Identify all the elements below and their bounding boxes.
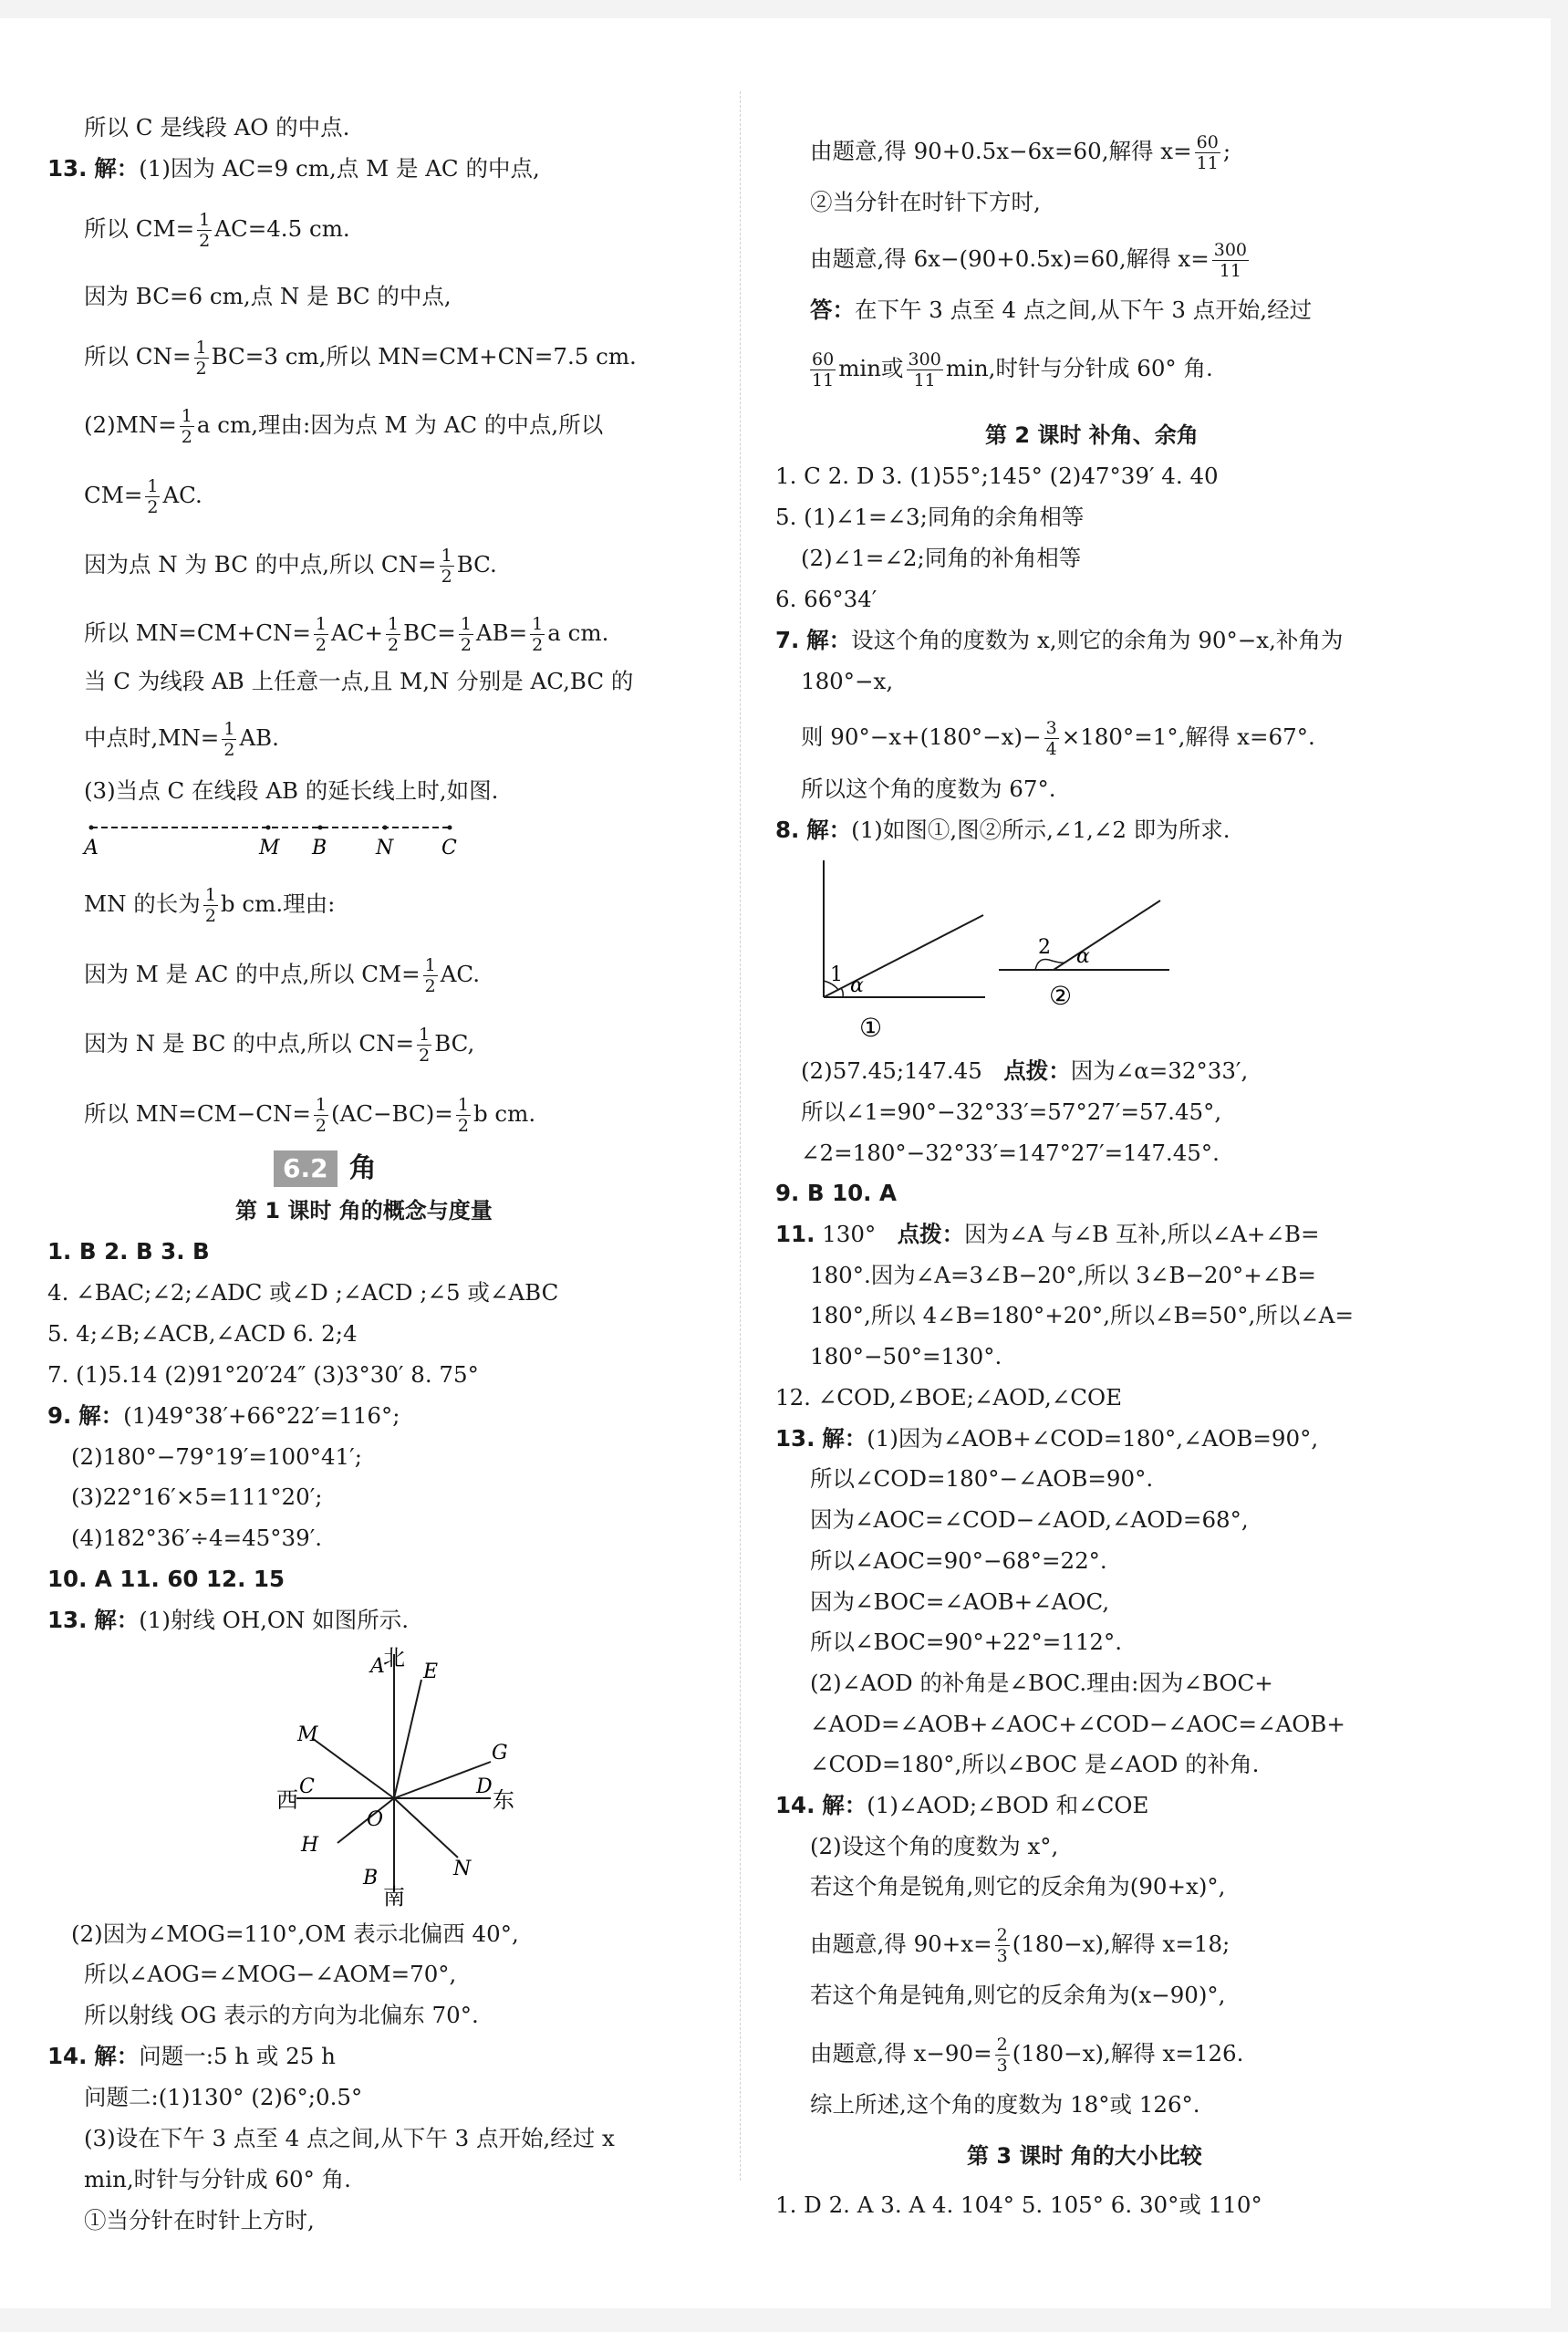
- answer-line: 9. B 10. A: [775, 1180, 897, 1206]
- text-line: [84, 476, 202, 517]
- answer-line: 1. D 2. A 3. A 4. 104° 5. 105° 6. 30°或 110°: [775, 2191, 1262, 2218]
- label-m: M: [259, 837, 280, 858]
- text-span: AC=4.5 cm.: [214, 215, 350, 242]
- text-span: MN 的长为: [84, 890, 201, 917]
- label-e: E: [423, 1661, 439, 1683]
- text-span: (1)射线 OH,ON 如图所示.: [139, 1607, 410, 1633]
- text-span: (1)如图①,图②所示,∠1,∠2 即为所求.: [851, 817, 1231, 843]
- numerator: 1: [460, 614, 472, 634]
- solution-label: 解：: [806, 627, 852, 653]
- text-line: (2)设这个角的度数为 x°,: [810, 1833, 1059, 1859]
- compass-figure: [265, 1638, 547, 1916]
- text-line: ∠COD=180°,所以∠BOC 是∠AOD 的补角.: [810, 1751, 1260, 1777]
- alpha-arc: [841, 988, 843, 997]
- fraction: [314, 1095, 328, 1136]
- angle-1-label: 1: [830, 963, 843, 986]
- text-span: min,时针与分针成 60° 角.: [945, 355, 1213, 381]
- section-heading: [274, 1145, 377, 1187]
- text-line: 若这个角是钝角,则它的反余角为(x−90)°,: [810, 1982, 1226, 2008]
- label-b: B: [312, 837, 327, 858]
- fraction: [194, 338, 209, 379]
- text-span: (1)因为 AC=9 cm,点 M 是 AC 的中点,: [139, 155, 540, 182]
- text-span: 因为 N 是 BC 的中点,所以 CN=: [84, 1030, 415, 1057]
- text-line: 180°−50°=130°.: [810, 1343, 1002, 1369]
- fraction: [180, 406, 194, 447]
- text-span: BC.: [456, 551, 497, 578]
- text-line: [84, 338, 637, 379]
- fraction: [1044, 718, 1059, 759]
- text-line: 所以这个角的度数为 67°.: [801, 776, 1056, 802]
- text-line: 因为 BC=6 cm,点 N 是 BC 的中点,: [84, 283, 452, 309]
- label-east: 东: [493, 1787, 514, 1813]
- denominator: 3: [996, 2056, 1008, 2076]
- text-span: AC.: [162, 482, 202, 508]
- lesson-title-3: 第 3 课时 角的大小比较: [967, 2143, 1202, 2169]
- text-line: [810, 240, 1296, 281]
- question-13: [47, 153, 540, 184]
- numerator: 300: [1213, 240, 1247, 260]
- section-title: 角: [348, 1152, 377, 1184]
- label-h: H: [301, 1834, 319, 1857]
- text-line: ∠AOD=∠AOB+∠AOC+∠COD−∠AOC=∠AOB+: [810, 1711, 1345, 1737]
- text-span: 因为∠A 与∠B 互补,所以∠A+∠B=: [964, 1221, 1320, 1247]
- answer-line: 1. B 2. B 3. B: [47, 1238, 210, 1265]
- text-span: 因为∠α=32°33′,: [1070, 1057, 1249, 1084]
- text-line: [84, 885, 335, 926]
- solution-label: 解：: [78, 1402, 124, 1429]
- solution-label: 解：: [94, 2043, 140, 2069]
- ray-oe: [394, 1680, 421, 1798]
- alpha-label: α: [850, 974, 864, 997]
- text-span: AC+: [331, 619, 383, 646]
- text-span: 所以 CN=: [84, 343, 192, 370]
- question-number: 14.: [47, 2043, 88, 2069]
- numerator: 1: [223, 719, 235, 739]
- denominator: 2: [315, 635, 327, 655]
- question-number: 13.: [47, 1607, 88, 1633]
- question-number: 7.: [775, 627, 800, 653]
- point-c: [448, 826, 452, 830]
- numerator: 2: [996, 1925, 1008, 1945]
- text-line: [84, 1025, 474, 1066]
- answer-9: [47, 1400, 400, 1431]
- denominator: 2: [195, 359, 207, 379]
- numerator: 1: [181, 406, 192, 426]
- text-line: [84, 955, 480, 996]
- numerator: 2: [996, 2035, 1008, 2055]
- denominator: 2: [441, 567, 452, 587]
- tip-label: 点拨：: [897, 1221, 965, 1247]
- denominator: 11: [913, 370, 936, 390]
- question-number: 9.: [47, 1402, 72, 1429]
- text-line: [810, 1925, 1230, 1966]
- text-span: ×180°=1°,解得 x=67°.: [1061, 724, 1315, 750]
- label-a: A: [370, 1655, 385, 1678]
- text-line: 因为∠AOC=∠COD−∠AOD,∠AOD=68°,: [810, 1506, 1249, 1533]
- text-line: [84, 546, 497, 587]
- fraction: [417, 1025, 431, 1066]
- solution-label: 解：: [822, 1425, 867, 1452]
- text-span: (180−x),解得 x=18;: [1012, 1931, 1231, 1957]
- text-line: [84, 210, 350, 251]
- fraction: [459, 614, 473, 655]
- numerator: 300: [908, 349, 941, 370]
- text-line: [810, 132, 1231, 173]
- answer-line: 5. 4;∠B;∠ACB,∠ACD 6. 2;4: [47, 1320, 358, 1347]
- fraction: [314, 614, 328, 655]
- lesson-title-1: 第 1 课时 角的概念与度量: [235, 1198, 493, 1223]
- column-divider: [740, 91, 741, 2181]
- text-line: (2)180°−79°19′=100°41′;: [71, 1443, 362, 1470]
- question-number: 14.: [775, 1792, 815, 1818]
- fraction: [203, 885, 218, 926]
- text-line: 180°.因为∠A=3∠B−20°,所以 3∠B−20°+∠B=: [810, 1262, 1316, 1288]
- text-span: (1)∠AOD;∠BOD 和∠COE: [867, 1792, 1149, 1818]
- figure-2-label: ②: [1049, 981, 1073, 1011]
- label-south: 南: [383, 1884, 405, 1910]
- question-number: 11.: [775, 1221, 815, 1247]
- denominator: 2: [424, 976, 436, 996]
- text-line: 所以∠1=90°−32°33′=57°27′=57.45°,: [801, 1098, 1222, 1125]
- text-line: [801, 1056, 1248, 1087]
- denominator: 11: [1196, 153, 1219, 173]
- label-c: C: [441, 837, 457, 858]
- ray-on: [394, 1798, 458, 1858]
- text-span: 所以 MN=CM−CN=: [84, 1100, 311, 1127]
- text-span: b cm.: [472, 1100, 536, 1127]
- text-line: 所以∠AOG=∠MOG−∠AOM=70°,: [84, 1961, 457, 1987]
- answer-13: [47, 1605, 409, 1636]
- text-span: (2)57.45;147.45: [801, 1057, 982, 1084]
- denominator: 11: [1219, 261, 1241, 281]
- text-line: 综上所述,这个角的度数为 18°或 126°.: [810, 2091, 1200, 2118]
- fraction: [1212, 240, 1249, 281]
- text-line: (2)因为∠MOG=110°,OM 表示北偏西 40°,: [71, 1921, 519, 1947]
- fraction: [197, 210, 212, 251]
- answer-line: 6. 66°34′: [775, 586, 877, 612]
- denominator: 2: [457, 1116, 469, 1136]
- denominator: 2: [460, 635, 472, 655]
- text-line: [84, 719, 279, 760]
- text-span: AB=: [475, 619, 528, 646]
- text-span: 由题意,得 6x−(90+0.5x)=60,解得 x=: [810, 245, 1210, 272]
- denominator: 3: [996, 1946, 1008, 1966]
- section-number-badge: 6.2: [274, 1150, 337, 1187]
- text-line: 因为∠BOC=∠AOB+∠AOC,: [810, 1588, 1110, 1615]
- point-n: [383, 826, 388, 830]
- answer-line: 4. ∠BAC;∠2;∠ADC 或∠D ;∠ACD ;∠5 或∠ABC: [47, 1279, 559, 1306]
- text-span: 问题一:5 h 或 25 h: [139, 2043, 336, 2069]
- text-span: 由题意,得 x−90=: [810, 2040, 992, 2067]
- numerator: 1: [424, 955, 436, 975]
- text-span: 因为点 N 为 BC 的中点,所以 CN=: [84, 551, 437, 578]
- fraction: [1195, 132, 1220, 173]
- text-span: (AC−BC)=: [331, 1100, 453, 1127]
- denominator: 11: [812, 370, 835, 390]
- tip-label: 点拨：: [1003, 1057, 1071, 1084]
- text-span: BC=: [403, 619, 456, 646]
- numerator: 1: [315, 1095, 327, 1115]
- denominator: 2: [181, 427, 192, 447]
- text-span: 在下午 3 点至 4 点之间,从下午 3 点开始,经过: [855, 297, 1313, 323]
- numerator: 60: [812, 349, 835, 370]
- label-m: M: [297, 1723, 318, 1746]
- text-line: [801, 718, 1315, 759]
- text-span: a cm,理由:因为点 M 为 AC 的中点,所以: [196, 411, 604, 438]
- text-line: (2)∠1=∠2;同角的补角相等: [801, 545, 1082, 571]
- text-span: (1)因为∠AOB+∠COD=180°,∠AOB=90°,: [867, 1425, 1319, 1452]
- text-line: ②当分针在时针下方时,: [810, 189, 1041, 215]
- text-span: 由题意,得 90+0.5x−6x=60,解得 x=: [810, 138, 1192, 164]
- label-g: G: [492, 1742, 508, 1765]
- denominator: 2: [204, 906, 216, 926]
- text-span: 所以 MN=CM+CN=: [84, 619, 311, 646]
- label-o: O: [367, 1808, 384, 1831]
- slant-ray-2: [1054, 901, 1160, 970]
- text-line: ①当分针在时针上方时,: [84, 2207, 315, 2233]
- numerator: 1: [532, 614, 544, 634]
- answer-8: [775, 815, 1231, 846]
- text-line: (2)∠AOD 的补角是∠BOC.理由:因为∠BOC+: [810, 1670, 1273, 1696]
- text-line: [84, 1095, 535, 1136]
- label-d: D: [476, 1775, 493, 1798]
- alpha-label-2: α: [1076, 945, 1090, 968]
- answer-line: 5. (1)∠1=∠3;同角的余角相等: [775, 504, 1085, 530]
- answer-line: 10. A 11. 60 12. 15: [47, 1566, 286, 1592]
- text-span: BC=3 cm,所以 MN=CM+CN=7.5 cm.: [211, 343, 637, 370]
- text-line: [810, 2035, 1243, 2076]
- question-number: 13.: [47, 155, 88, 182]
- fraction: [995, 1925, 1010, 1966]
- text-line: (3)22°16′×5=111°20′;: [71, 1484, 323, 1510]
- answer-14: [47, 2041, 336, 2072]
- ray-oh: [337, 1798, 394, 1843]
- text-span: 中点时,MN=: [84, 724, 220, 751]
- fraction: [530, 614, 545, 655]
- answer-7: [775, 625, 1343, 656]
- label-c: C: [299, 1775, 315, 1798]
- text-line: [810, 349, 1213, 390]
- fraction: [222, 719, 236, 760]
- fraction: [386, 614, 400, 655]
- denominator: 2: [199, 231, 211, 251]
- text-span: 则 90°−x+(180°−x)−: [801, 724, 1042, 750]
- angle-2-label: 2: [1038, 936, 1051, 959]
- figure-1-label: ①: [859, 1013, 883, 1043]
- fraction: [145, 476, 160, 517]
- text-span: CM=: [84, 482, 143, 508]
- numerator: 1: [457, 1095, 469, 1115]
- label-west: 西: [276, 1787, 298, 1813]
- text-span: 所以 CM=: [84, 215, 195, 242]
- text-line: 所以 C 是线段 AO 的中点.: [84, 114, 350, 141]
- text-span: 因为 M 是 AC 的中点,所以 CM=: [84, 961, 421, 987]
- answer-13: [775, 1423, 1318, 1454]
- numerator: 1: [419, 1025, 431, 1045]
- numerator: 1: [195, 338, 207, 358]
- numerator: 1: [204, 885, 216, 905]
- solution-label: 解：: [94, 1607, 140, 1633]
- segment-figure: [80, 812, 463, 858]
- question-number: 8.: [775, 817, 800, 843]
- text-line: 180°,所以 4∠B=180°+20°,所以∠B=50°,所以∠A=: [810, 1302, 1355, 1328]
- numerator: 3: [1045, 718, 1057, 738]
- denominator: 4: [1045, 739, 1057, 759]
- text-span: BC,: [434, 1030, 475, 1057]
- denominator: 2: [315, 1116, 327, 1136]
- numerator: 1: [387, 614, 400, 634]
- text-span: AC.: [440, 961, 481, 987]
- fraction: [440, 546, 454, 587]
- text-span: 由题意,得 90+x=: [810, 1931, 992, 1957]
- text-span: b cm.理由:: [220, 890, 336, 917]
- page-sheet: [0, 18, 1551, 2308]
- fraction: [810, 349, 836, 390]
- text-span: (2)MN=: [84, 411, 177, 438]
- solution-label: 解：: [94, 155, 140, 182]
- numerator: 1: [199, 210, 211, 230]
- text-line: 所以射线 OG 表示的方向为北偏东 70°.: [84, 2002, 479, 2028]
- text-line: [84, 406, 603, 447]
- lesson-title-2: 第 2 课时 补角、余角: [985, 422, 1199, 448]
- text-span: (180−x),解得 x=126.: [1012, 2040, 1244, 2067]
- text-line: min,时针与分针成 60° 角.: [84, 2166, 351, 2192]
- text-line: (4)182°36′÷4=45°39′.: [71, 1525, 323, 1551]
- text-line: [84, 614, 608, 655]
- numerator: 1: [147, 476, 159, 496]
- answer-11: [775, 1219, 1320, 1250]
- denominator: 2: [147, 497, 159, 517]
- text-line: 所以∠COD=180°−∠AOB=90°.: [810, 1465, 1154, 1492]
- label-north: 北: [383, 1645, 405, 1671]
- ray-om: [312, 1738, 394, 1798]
- denominator: 2: [387, 635, 400, 655]
- fraction: [456, 1095, 471, 1136]
- solution-label: 解：: [806, 817, 852, 843]
- fraction: [907, 349, 943, 390]
- fraction: [423, 955, 438, 996]
- fraction: [995, 2035, 1010, 2076]
- solution-label: 解：: [822, 1792, 867, 1818]
- text-line: 180°−x,: [801, 668, 894, 694]
- text-span: min或: [838, 355, 904, 381]
- text-line: 所以∠AOC=90°−68°=22°.: [810, 1547, 1107, 1574]
- question-number: 13.: [775, 1425, 815, 1452]
- text-span: ;: [1222, 138, 1231, 164]
- label-n: N: [376, 837, 394, 858]
- text-span: (1)49°38′+66°22′=116°;: [123, 1402, 400, 1429]
- slant-ray: [824, 915, 983, 997]
- answer-line: 12. ∠COD,∠BOE;∠AOD,∠COE: [775, 1384, 1122, 1411]
- answer-line: 7. (1)5.14 (2)91°20′24″ (3)3°30′ 8. 75°: [47, 1361, 479, 1388]
- numerator: 1: [315, 614, 327, 634]
- text-span: a cm.: [547, 619, 609, 646]
- denominator: 2: [419, 1046, 431, 1066]
- answer-label: 答：: [810, 297, 855, 323]
- answer-14: [775, 1790, 1148, 1821]
- label-n: N: [453, 1858, 472, 1880]
- text-span: AB.: [239, 724, 279, 751]
- text-line: 所以∠BOC=90°+22°=112°.: [810, 1629, 1123, 1655]
- point-a: [89, 826, 94, 830]
- answer-line: [810, 295, 1312, 326]
- text-line: (3)当点 C 在线段 AB 的延长线上时,如图.: [84, 777, 499, 804]
- numerator: 1: [441, 546, 452, 566]
- denominator: 2: [532, 635, 544, 655]
- point-b: [318, 826, 323, 830]
- text-line: ∠2=180°−32°33′=147°27′=147.45°.: [801, 1140, 1220, 1166]
- text-span: 设这个角的度数为 x,则它的余角为 90°−x,补角为: [851, 627, 1344, 653]
- label-a: A: [84, 837, 99, 858]
- angle-figures: [794, 853, 1177, 1049]
- answer-line: 1. C 2. D 3. (1)55°;145° (2)47°39′ 4. 40: [775, 463, 1219, 489]
- text-line: 当 C 为线段 AB 上任意一点,且 M,N 分别是 AC,BC 的: [84, 668, 634, 694]
- denominator: 2: [223, 740, 235, 760]
- numerator: 60: [1196, 132, 1219, 152]
- label-b: B: [363, 1867, 379, 1890]
- text-span: 130°: [822, 1221, 877, 1247]
- text-line: (3)设在下午 3 点至 4 点之间,从下午 3 点开始,经过 x: [84, 2125, 615, 2151]
- point-m: [266, 826, 271, 830]
- text-line: 问题二:(1)130° (2)6°;0.5°: [84, 2084, 363, 2110]
- text-line: 若这个角是锐角,则它的反余角为(90+x)°,: [810, 1873, 1226, 1900]
